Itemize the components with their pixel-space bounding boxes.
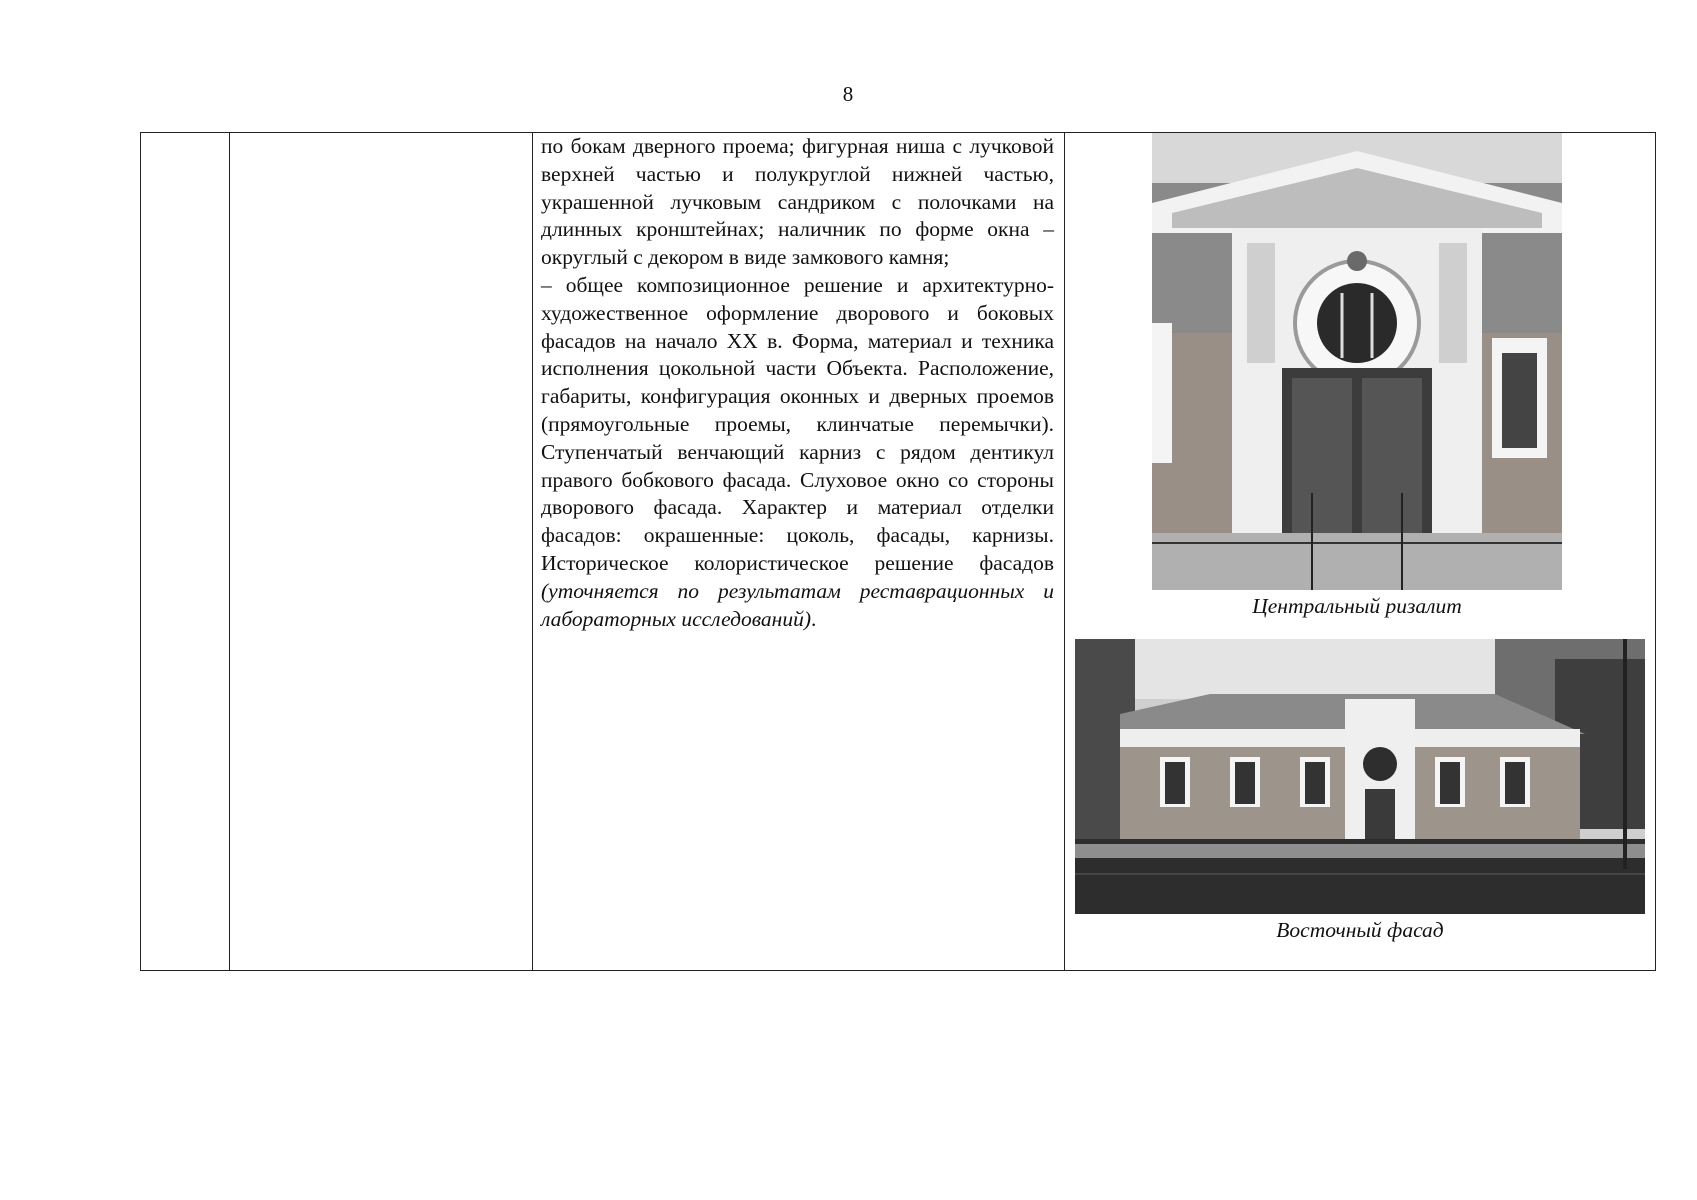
description-italic-note: (уточняется по результатам реставрационных и лабораторных исследований): [541, 578, 1054, 631]
table-cell-name: [230, 133, 533, 971]
photo-east-facade-image: [1075, 639, 1645, 914]
table-cell-photos: [1065, 133, 1656, 971]
photo-central-risalit-image: [1152, 133, 1562, 590]
table-row: [141, 133, 1656, 971]
description-period: .: [810, 606, 817, 631]
photo-central-risalit: [1152, 133, 1562, 620]
table-cell-number: [141, 133, 230, 971]
page-number: 8: [842, 82, 854, 106]
photo-east-facade-caption: Восточный фасад: [1276, 918, 1444, 942]
photo-east-facade: [1075, 639, 1645, 944]
description-paragraph-2-text: – общее композиционное решение и архитектурно-художественное оформление дворового и боковых фасадов на начало XX в. Форма, материал и техника исполнения цокольной части Объекта. Расположение, габариты, конфигурация оконных и дверных проемов (прямоугольные проемы, клинчатые перемычки). Ступенчатый венчающий карниз с рядом дентикул правого бобкового фасада. Слуховое окно со стороны дворового фасада. Характер и материал отделки фасадов: окрашенные: цоколь, фасады, карнизы. Историческое колористическое решение фасадов: [541, 272, 1054, 575]
photo-central-risalit-caption: Центральный ризалит: [1252, 594, 1462, 618]
document-table: [140, 132, 1656, 971]
description-text: [533, 133, 1064, 633]
description-paragraph-1: по бокам дверного проема; фигурная ниша с лучковой верхней частью и полукруглой нижней частью, украшенной лучковым сандриком с полочками на длинных кронштейнах; наличник по форме окна – округлый с декором в виде замкового камня;: [541, 134, 1054, 270]
description-paragraph-2: [541, 272, 1054, 633]
table-cell-description: [533, 133, 1065, 971]
